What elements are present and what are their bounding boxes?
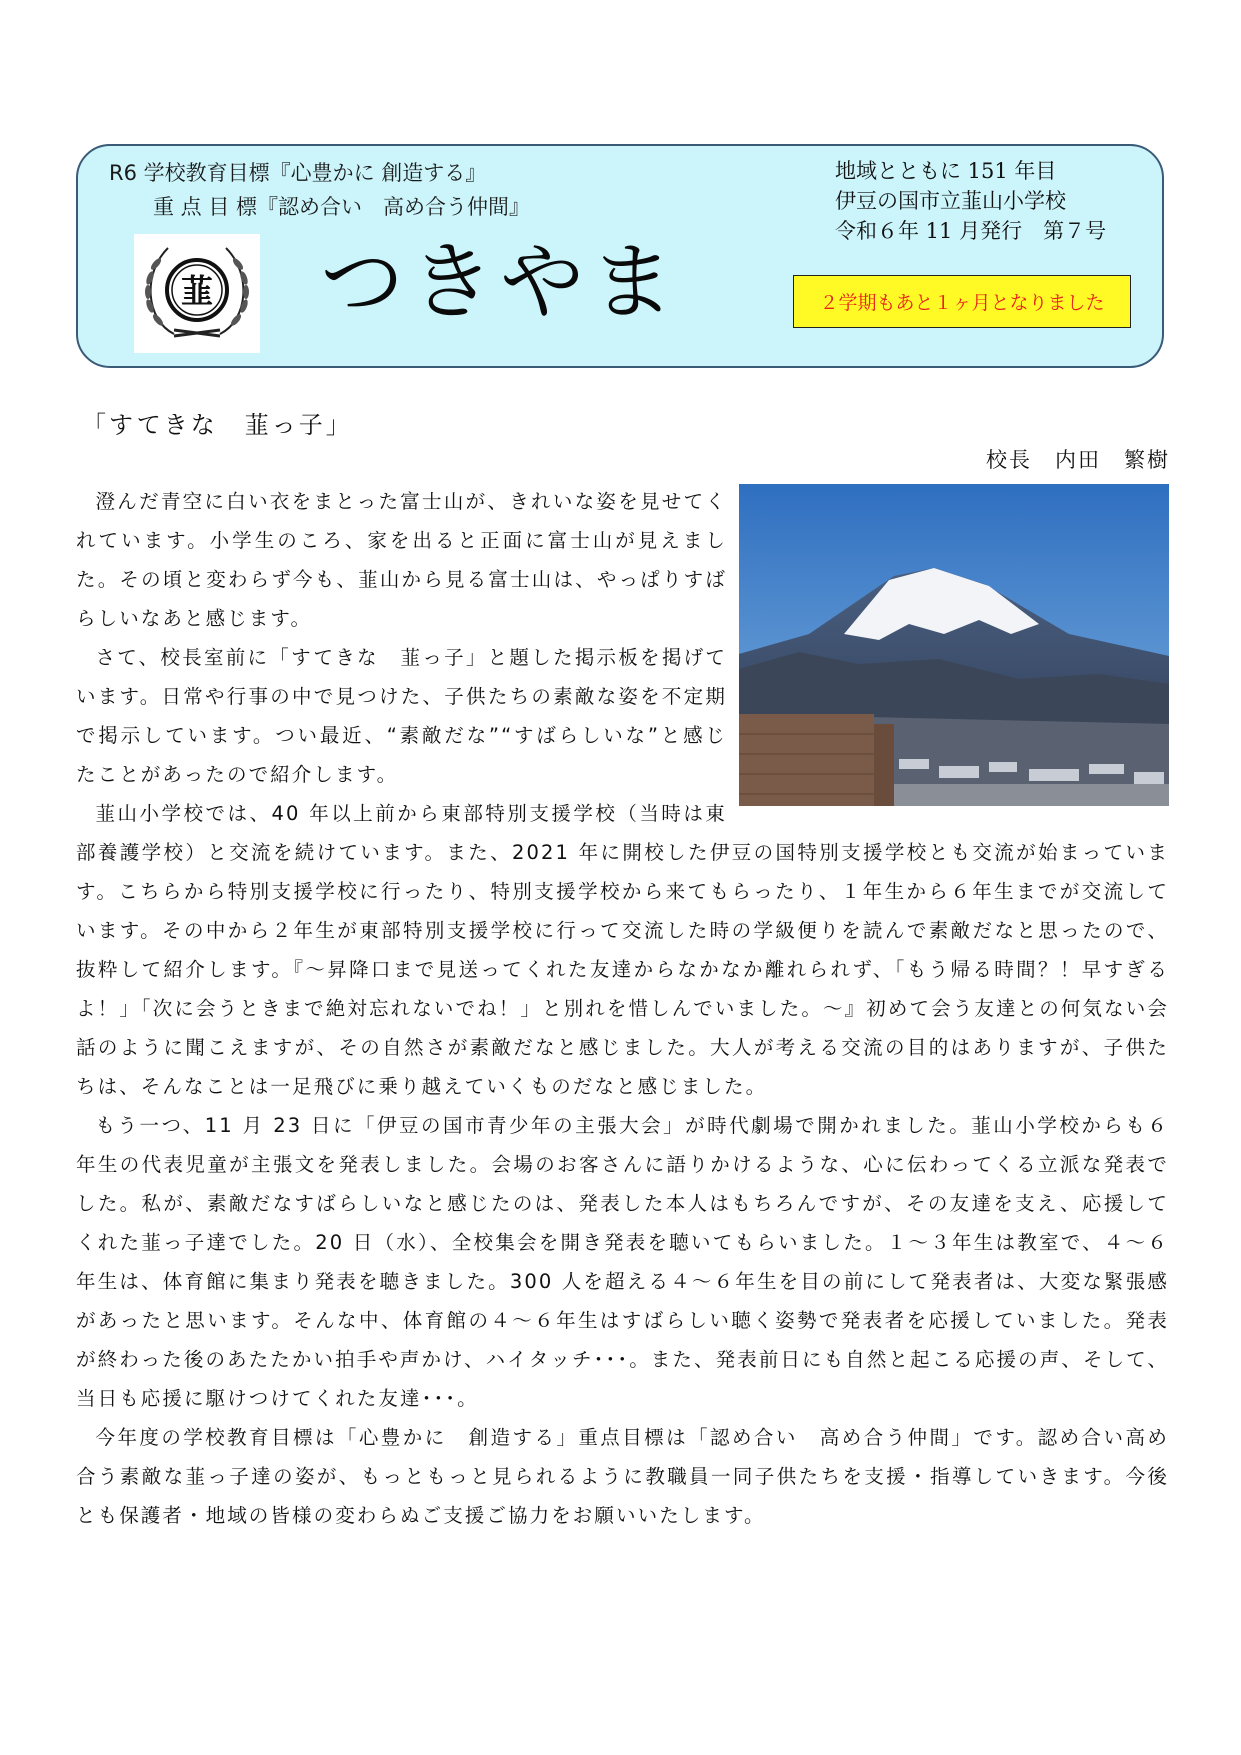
notice-text: ２学期もあと１ヶ月となりました	[819, 292, 1105, 314]
school-emblem-logo	[134, 234, 260, 353]
school-info	[835, 156, 1106, 246]
school-goal: R6 学校教育目標『心豊かに 創造する』	[109, 161, 487, 185]
school-name: 伊豆の国市立韮山小学校	[835, 189, 1066, 213]
article-paragraph: さて、校長室前に「すてきな 韮っ子」と題した掲示板を掲げています。日常や行事の中で見つけた、子供たちの素敵な姿を不定期で掲示しています。つい最近、“素敵だな”“すばらしいな”と感じたことがあったので紹介します。	[76, 646, 727, 786]
article-paragraph: 今年度の学校教育目標は「心豊かに 創造する」重点目標は「認め合い 高め合う仲間」です。認め合い高め合う素敵な韮っ子達の姿が、もっともっと見られるように教職員一同子供たちを支援・指導していきます。今後とも保護者・地域の皆様の変わらぬご支援ご協力をお願いいたします。	[76, 1426, 1169, 1527]
article-byline: 校長 内田 繁樹	[986, 448, 1170, 472]
school-years: 地域とともに 151 年目	[835, 159, 1057, 183]
article-title: 「すてきな 韮っ子」	[82, 411, 353, 439]
photo-spacer	[727, 482, 1169, 807]
article-paragraph: 韮山小学校では、40 年以上前から東部特別支援学校（当時は東部養護学校）と交流を続けています。また、2021 年に開校した伊豆の国特別支援学校とも交流が始まっています。こちらから特別支援学校に行ったり、特別支援学校から来てもらったり、１年生から６年生までが交流しています。その中から２年生が東部特別支援学校に行って交流した時の学級便りを読んで素敵だなと思ったので、抜粋して紹介します。『～昇降口まで見送ってくれた友達からなかなか離れられず、「もう帰る時間？！早すぎるよ！」「次に会うときまで絶対忘れないでね！」と別れを惜しんでいました。～』初めて会う友達との何気ない会話のように聞こえますが、その自然さが素敵だなと感じました。大人が考える交流の目的はありますが、子供たちは、そんなことは一足飛びに乗り越えていくものだなと感じました。	[76, 802, 1169, 1098]
priority-goal: 重 点 目 標『認め合い 高め合う仲間』	[153, 195, 531, 219]
newsletter-title: つきやま	[320, 233, 681, 331]
article-body	[76, 482, 1169, 1535]
notice-box	[793, 275, 1131, 328]
article-paragraph: 澄んだ青空に白い衣をまとった富士山が、きれいな姿を見せてくれています。小学生のころ、家を出ると正面に富士山が見えました。その頃と変わらず今も、韮山から見る富士山は、やっぱりすばらしいなあと感じます。	[76, 490, 727, 630]
svg-text:韮: 韮	[180, 272, 214, 310]
issue-date: 令和６年 11 月発行 第７号	[835, 219, 1107, 243]
newsletter-header	[76, 144, 1164, 368]
article-paragraph: もう一つ、11 月 23 日に「伊豆の国市青少年の主張大会」が時代劇場で開かれました。韮山小学校からも６年生の代表児童が主張文を発表しました。会場のお客さんに語りかけるような、心に伝わってくる立派な発表でした。私が、素敵だなすばらしいなと感じたのは、発表した本人はもちろんですが、その友達を支え、応援してくれた韮っ子達でした。20 日（水）、全校集会を開き発表を聴いてもらいました。１～３年生は教室で、４～６年生は、体育館に集まり発表を聴きました。300 人を超える４～６年生を目の前にして発表者は、大変な緊張感があったと思います。そんな中、体育館の４～６年生はすばらしい聴く姿勢で発表者を応援していました。発表が終わった後のあたたかい拍手や声かけ、ハイタッチ･･･。また、発表前日にも自然と起こる応援の声、そして、当日も応援に駆けつけてくれた友達･･･。	[76, 1114, 1169, 1410]
